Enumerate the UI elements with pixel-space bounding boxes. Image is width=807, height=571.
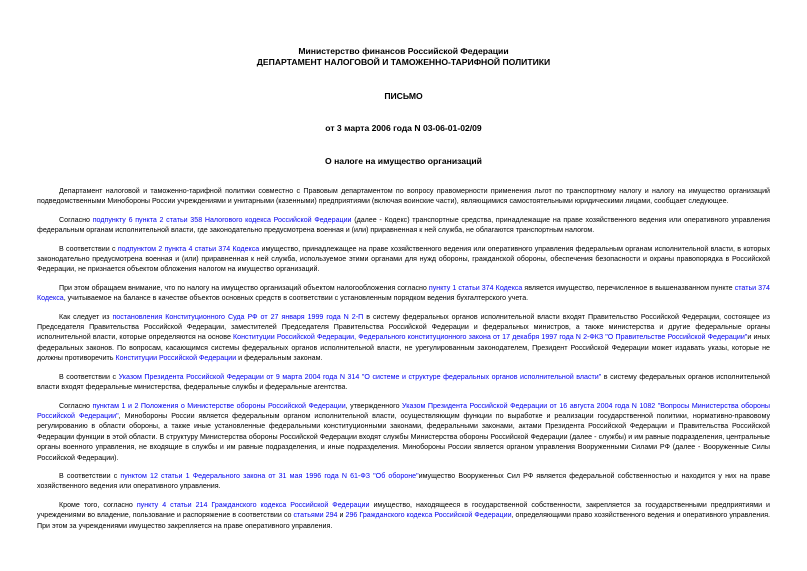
body-paragraph [37,471,770,492]
document-body [37,186,770,531]
paragraph-text: имущество, принадлежащее на праве хозяйственного ведения или оперативного управления федеральным органам исполнительной власти, в которых законодательно предусмотрена военная и (или) приравненная к ней служба, используемое этими органами для нужд обороны, гражданской обороны, обеспечения безопасности и охраны правопорядка в Российской Федерации, не признается объектом обложения налогом на имущество организаций. [37,244,771,274]
legal-reference-link[interactable]: Конституции Российской Федерации, Федерального конституционного закона от 17 декабря 1997 года N 2-ФКЗ "О Правительстве Российской Федерации" [233,333,748,342]
legal-reference-link[interactable]: пунктом 12 статьи 1 Федерального закона от 31 мая 1996 года N 61-ФЗ "Об обороне" [120,471,419,480]
body-paragraph [37,186,770,207]
paragraph-text: В соответствии с [59,372,119,381]
legal-reference-link[interactable]: Конституции Российской Федерации [115,354,237,363]
body-paragraph [37,244,770,275]
body-paragraph [37,312,770,364]
paragraph-text: Как следует из [59,312,113,321]
body-paragraph [37,283,770,304]
document-header [37,46,770,68]
legal-reference-link[interactable]: подпунктом 2 пункта 4 статьи 374 Кодекса [117,244,260,253]
paragraph-text: , утвержденного [345,401,403,410]
body-paragraph [37,215,770,236]
paragraph-text: Согласно [59,215,93,224]
paragraph-text: Кроме того, согласно [59,500,137,509]
body-paragraph [37,372,770,393]
paragraph-text: имущество Вооруженных Сил РФ является федеральной собственностью и находится у них на праве хозяйственного ведения или оперативного управления. [37,471,771,491]
paragraph-text: и иных федеральных законов. По вопросам, касающимся системы федеральных органов исполнительной власти, не урегулированным законодателем, Президент Российской Федерации может издавать указы, которые не должны противоречить [37,333,770,363]
body-paragraph [37,401,770,463]
paragraph-text: При этом обращаем внимание, что по налогу на имущество организаций объектом налогообложения согласно [59,283,429,292]
legal-reference-link[interactable]: пунктам 1 и 2 Положения о Министерстве обороны Российской Федерации [92,401,346,410]
legal-reference-link[interactable]: 296 Гражданского кодекса Российской Федерации [345,511,512,520]
document-date-number: от 3 марта 2006 года N 03-06-01-02/09 [325,123,482,133]
legal-reference-link[interactable]: Указом Президента Российской Федерации от 9 марта 2004 года N 314 "О системе и структуре федеральных органов исполнительной власти" [118,372,602,381]
paragraph-text: (далее - Кодекс) транспортные средства, принадлежащие на праве хозяйственного ведения или оперативного управления федеральным органам исполнительной власти, где законодательно предусмотрена военная и (или) приравненная к ней служба, не облагаются транспортным налогом. [37,215,771,235]
paragraph-text: и федеральным законам. [236,354,323,363]
legal-reference-link[interactable]: статьи 374 Кодекса [37,283,770,303]
paragraph-text: в систему федеральных органов исполнительной власти входят федеральные министерства, федеральные службы и федеральные агентства. [37,372,770,392]
issuer-department: ДЕПАРТАМЕНТ НАЛОГОВОЙ И ТАМОЖЕННО-ТАРИФНОЙ ПОЛИТИКИ [256,57,551,67]
paragraph-text: и [337,511,346,520]
legal-reference-link[interactable]: пункту 4 статьи 214 Гражданского кодекса Российской Федерации [136,500,370,509]
paragraph-text: В соответствии с [59,244,118,253]
paragraph-text: , учитываемое на балансе в качестве объектов основных средств в соответствии с установленным порядком ведения бухгалтерского учета. [63,294,529,303]
issuer-ministry: Министерство финансов Российской Федерации [298,46,509,56]
legal-reference-link[interactable]: пункту 1 статьи 374 Кодекса [428,283,523,292]
paragraph-text: Согласно [59,401,93,410]
paragraph-text: В соответствии с [59,471,121,480]
body-paragraph [37,500,770,531]
legal-reference-link[interactable]: Указом Президента Российской Федерации от 16 августа 2004 года N 1082 "Вопросы Министерства обороны Российской Федерации" [37,401,770,420]
paragraph-text: в систему федеральных органов исполнительной власти входят Правительство Российской Федерации, состоящее из Председателя Правительства Российской Федерации, заместителей Председателя Правительства Российской Федерации и федеральных министров, а также министерства и другие федеральные органы исполнительной власти, которые определяются на основе [37,312,770,342]
legal-reference-link[interactable]: статьями 294 [293,511,338,520]
legal-reference-link[interactable]: постановления Конституционного Суда РФ от 27 января 1999 года N 2-П [112,312,364,321]
document-subject: О налоге на имущество организаций [325,156,482,166]
paragraph-text: имущество, находящееся в государственной собственности, закрепляется за государственными предприятиями и учреждениями во владение, пользование и распоряжение в соответствии со [37,500,771,520]
paragraph-text: , определяющими право хозяйственного ведения и оперативного управления. При этом за учреждениями имущество закрепляется на праве оперативного управления. [37,511,771,530]
document-type: ПИСЬМО [384,91,423,101]
legal-reference-link[interactable]: подпункту 6 пункта 2 статьи 358 Налогового кодекса Российской Федерации [92,215,352,224]
paragraph-text: Департамент налоговой и таможенно-тарифной политики совместно с Правовым департаментом по вопросу правомерности применения льгот по транспортному налогу и налогу на имущество организаций подведомственными Минобороны России учреждениями и унитарными (казенными) предприятиями (включая воинские части), являющимися самостоятельными юридическими лицами, сообщает следующее. [37,187,770,206]
paragraph-text: является имущество, перечисленное в вышеназванном пункте [522,283,735,292]
paragraph-text: , Минобороны России является федеральным органом исполнительной власти, осуществляющим функции по выработке и реализации государственной политики, нормативно-правовому регулированию в области обороны, а также иные установленные федеральными конституционными законами, федеральными законами, актами Президента Российской Федерации и Правительства Российской Федерации функции в этой области. В структуру Министерства обороны Российской Федерации входят службы Министерства обороны Российской Федерации (далее - службы) и им равные подразделения, центральные органы военного управления, не входящие в службы и им равные подразделения, и иные подразделения. Минобороны России является органом управления Вооруженными Силами РФ (далее - Вооруженные Силы Российской Федерации). [37,411,771,462]
